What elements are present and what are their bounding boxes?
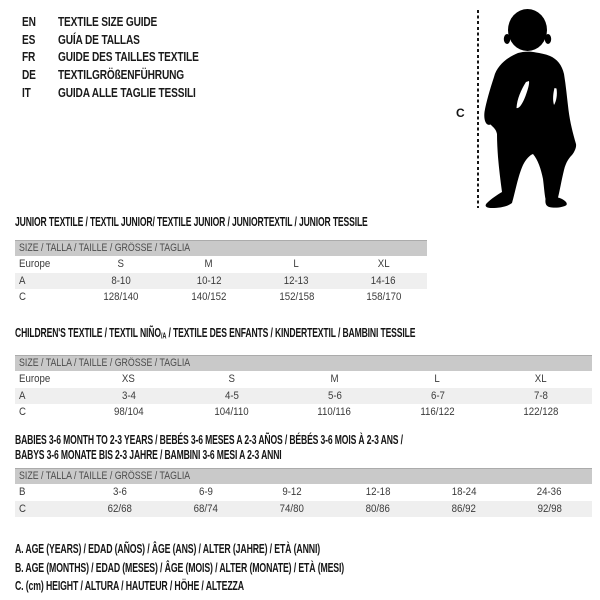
language-code (22, 32, 58, 47)
junior-table-title (15, 214, 592, 230)
table-cell: 4-5 (224, 389, 239, 402)
table-cell: 18-24 (451, 486, 477, 499)
language-code (22, 49, 58, 64)
baby-body (484, 52, 576, 208)
row-label: C (19, 502, 26, 515)
table-cell: 104/110 (214, 406, 249, 419)
footnote-list (15, 540, 592, 596)
babies-table-title-line1: BABIES 3-6 MONTH TO 2-3 YEARS / BEBÉS 3-6 MESES A 2-3 AÑOS / BÉBÉS 3-6 MOIS À 2-3 ANS / (15, 431, 403, 447)
table-cell: 140/152 (191, 291, 227, 304)
table-cell: 116/122 (420, 406, 455, 419)
row-label: C (19, 406, 26, 419)
language-label (58, 67, 220, 82)
table-row-europe (15, 256, 427, 273)
size-header-cell (15, 240, 427, 256)
size-header-cell (15, 468, 592, 484)
table-cell: 3-4 (121, 389, 136, 402)
height-measure-dashed-line (477, 10, 479, 208)
language-row-es (22, 31, 238, 49)
table-cell: M (204, 258, 214, 271)
footnote-age-years: A. AGE (YEARS) / EDAD (AÑOS) / ÂGE (ANS) / ALTER (JAHRE) / ETÀ (ANNI) (15, 542, 321, 556)
table-cell: 12-13 (284, 274, 309, 287)
table-cell: 6-9 (199, 486, 213, 499)
baby-head (508, 9, 547, 51)
table-cell: 5-6 (327, 389, 342, 402)
table-row-height (15, 404, 592, 421)
table-cell: 110/116 (317, 406, 352, 419)
language-label-text: TEXTILGRÖßENFÜHRUNG (58, 67, 185, 83)
language-row-it (22, 83, 238, 101)
table-cell: 92/98 (537, 502, 562, 515)
language-title-list (22, 13, 238, 101)
baby-silhouette-icon (482, 8, 582, 208)
footnote-age-months: B. AGE (MONTHS) / EDAD (MESES) / ÂGE (MOIS) / ALTER (MONATE) / ETÀ (MESI) (15, 560, 345, 575)
language-code-text: EN (22, 14, 36, 30)
table-row-height (15, 501, 592, 518)
babies-size-table (15, 468, 592, 518)
table-cell: 74/80 (279, 502, 305, 515)
height-measure-label: C (456, 106, 465, 120)
table-cell: 8-10 (111, 274, 131, 287)
table-cell: S (117, 258, 125, 271)
size-header-text: SIZE / TALLA / TAILLE / GRÖSSE / TAGLIA (19, 242, 191, 255)
language-code (22, 67, 58, 82)
table-row-height (15, 289, 427, 306)
language-code-text: FR (22, 49, 36, 65)
children-size-table (15, 355, 592, 421)
language-row-fr (22, 48, 238, 66)
language-label (58, 32, 163, 47)
language-code-text: IT (22, 84, 31, 100)
row-label: Europe (19, 258, 51, 271)
title-part: CHILDREN'S TEXTILE / TEXTIL NIÑO (15, 324, 161, 340)
language-code-text: DE (22, 67, 36, 83)
size-header-row (15, 240, 427, 256)
footnote-height: C. (cm) HEIGHT / ALTURA / HAUTEUR / HÖHE / ALTEZZA (15, 579, 244, 593)
language-row-de (22, 66, 238, 84)
language-code-text: ES (22, 31, 36, 47)
language-row-en (22, 13, 238, 31)
table-row-age (15, 273, 427, 290)
language-label-text: TEXTILE SIZE GUIDE (58, 14, 158, 30)
table-cell: 6-7 (430, 389, 445, 402)
row-label: A (19, 274, 26, 287)
table-cell: XS (122, 373, 135, 386)
language-label (58, 85, 235, 100)
size-header-row (15, 355, 592, 371)
table-cell: 7-8 (533, 389, 548, 402)
row-label: B (19, 486, 26, 499)
size-header-cell (15, 355, 592, 371)
table-cell: 122/128 (523, 406, 559, 419)
size-header-text: SIZE / TALLA / TAILLE / GRÖSSE / TAGLIA (19, 470, 191, 483)
table-cell: 86/92 (451, 502, 477, 515)
table-row-age (15, 388, 592, 405)
table-cell: XL (377, 258, 390, 271)
title-part: / TEXTILE DES ENFANTS / KINDERTEXTIL / BAMBINI TESSILE (166, 324, 416, 340)
size-guide-content (15, 214, 592, 596)
row-label: Europe (19, 373, 51, 386)
table-cell: 24-36 (537, 486, 562, 499)
table-cell: 3-6 (113, 486, 127, 499)
table-cell: 14-16 (371, 274, 396, 287)
row-label: A (19, 389, 26, 402)
table-cell: 80/86 (365, 502, 391, 515)
table-cell: S (228, 373, 235, 386)
size-header-row (15, 468, 592, 484)
table-row-age-months (15, 484, 592, 501)
children-table-title-text (15, 325, 415, 344)
junior-table-title-text: JUNIOR TEXTILE / TEXTIL JUNIOR/ TEXTILE JUNIOR / JUNIORTEXTIL / JUNIOR TESSILE (15, 214, 368, 229)
junior-size-table (15, 240, 427, 306)
language-code (22, 85, 58, 100)
table-cell: 62/68 (107, 502, 133, 515)
language-label (58, 14, 185, 29)
table-cell: M (330, 373, 339, 386)
language-label-text: GUIDE DES TAILLES TEXTILE (58, 49, 199, 65)
children-table-title (15, 325, 592, 344)
size-header-text: SIZE / TALLA / TAILLE / GRÖSSE / TAGLIA (19, 357, 191, 370)
table-row-europe (15, 371, 592, 388)
babies-table-title (15, 432, 592, 463)
language-code (22, 14, 58, 29)
language-label (58, 49, 238, 64)
table-cell: L (434, 373, 441, 386)
table-cell: 128/140 (103, 291, 139, 304)
table-cell: 9-12 (282, 486, 302, 499)
title-subscript: /A (160, 330, 167, 340)
table-cell: 10-12 (196, 274, 222, 287)
table-cell: 68/74 (193, 502, 219, 515)
table-cell: 158/170 (366, 291, 402, 304)
row-label: C (19, 291, 26, 304)
table-cell: L (293, 258, 300, 271)
language-label-text: GUÍA DE TALLAS (58, 31, 140, 47)
babies-table-title-line2: BABYS 3-6 MONATE BIS 2-3 JAHRE / BAMBINI 3-6 MESI A 2-3 ANNI (15, 447, 282, 462)
table-cell: 98/104 (113, 406, 144, 419)
language-label-text: GUIDA ALLE TAGLIE TESSILI (58, 84, 196, 100)
table-cell: XL (534, 373, 547, 386)
table-cell: 12-18 (365, 486, 391, 499)
table-cell: 152/158 (278, 291, 314, 304)
